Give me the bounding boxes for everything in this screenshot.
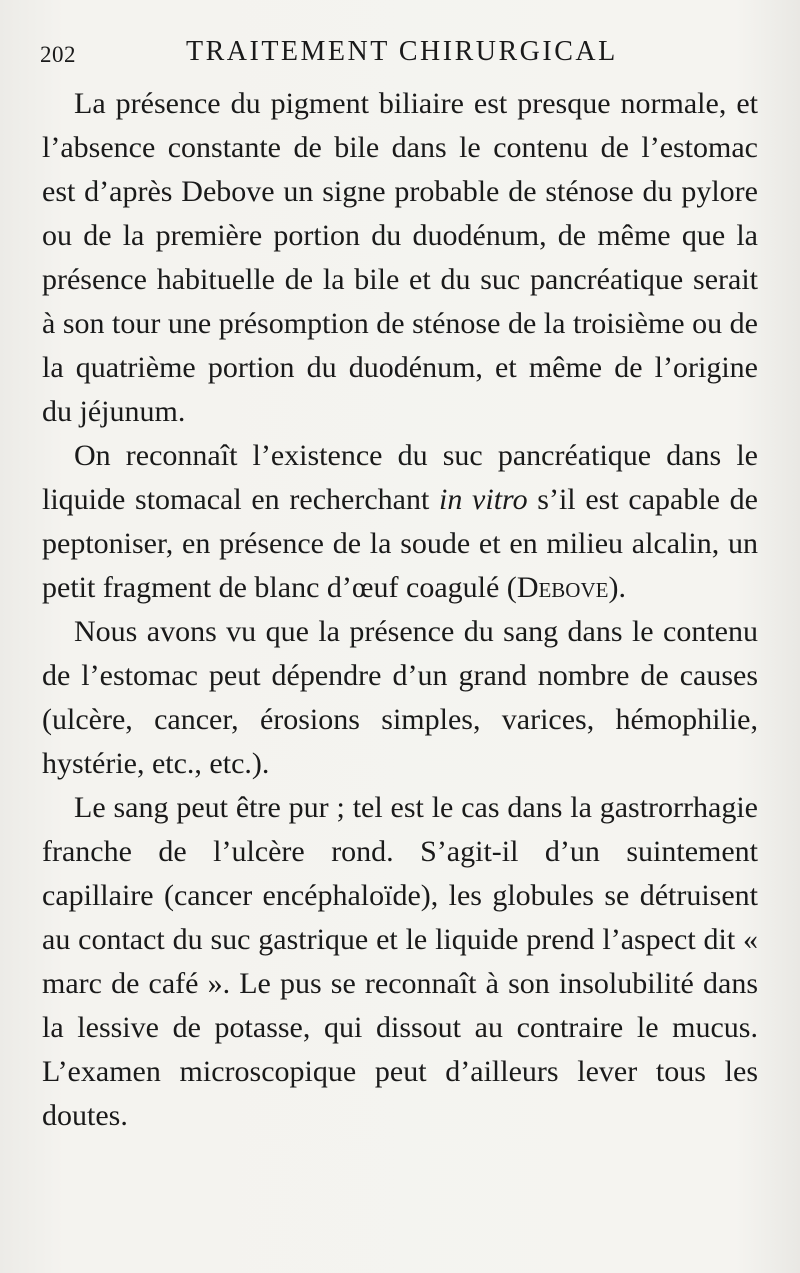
page-header <box>40 34 760 74</box>
page-number: 202 <box>40 42 76 67</box>
paragraph-text-middle: s’il est capable de peptoniser, en présence de la soude et en milieu alcalin, un petit fragment de blanc d’œuf coagulé ( <box>42 483 758 604</box>
paragraph-blood-causes: Nous avons vu que la présence du sang dans le contenu de l’estomac peut dépendre d’un grand nombre de causes (ulcère, cancer, érosions simples, varices, hémophilie, hystérie, etc., etc.). <box>42 615 758 780</box>
paragraph-pure-blood: Le sang peut être pur ; tel est le cas dans la gastrorrhagie franche de l’ulcère rond. S’agit-il d’un suintement capillaire (cancer encéphaloïde), les globules se détruisent au contact du suc gastrique et le liquide prend l’aspect dit « marc de café ». Le pus se reconnaît à son insolubilité dans la lessive de potasse, qui dissout au contraire le mucus. L’examen microscopique peut d’ailleurs lever tous les doutes. <box>42 791 758 1132</box>
paragraph-bile-pigment: La présence du pigment biliaire est presque normale, et l’absence constante de bile dans le contenu de l’estomac est d’après Debove un signe probable de sténose du pylore ou de la première portion du duodénum, de même que la présence habituelle de la bile et du suc pancréatique serait à son tour une présomption de sténose de la troisième ou de la quatrième portion du duodénum, et même de l’origine du jéjunum. <box>42 87 758 428</box>
body-text <box>42 82 758 1138</box>
paragraph-pancreatic-juice <box>42 434 758 610</box>
paragraph-text-end: ). <box>608 571 626 604</box>
author-name: Debove <box>516 571 609 604</box>
paragraph-text-start: On reconnaît l’existence du suc pancréatique dans le liquide stomacal en recherchant <box>42 439 758 516</box>
running-title: TRAITEMENT CHIRURGICAL <box>186 36 618 67</box>
italic-term: in vitro <box>439 483 528 516</box>
